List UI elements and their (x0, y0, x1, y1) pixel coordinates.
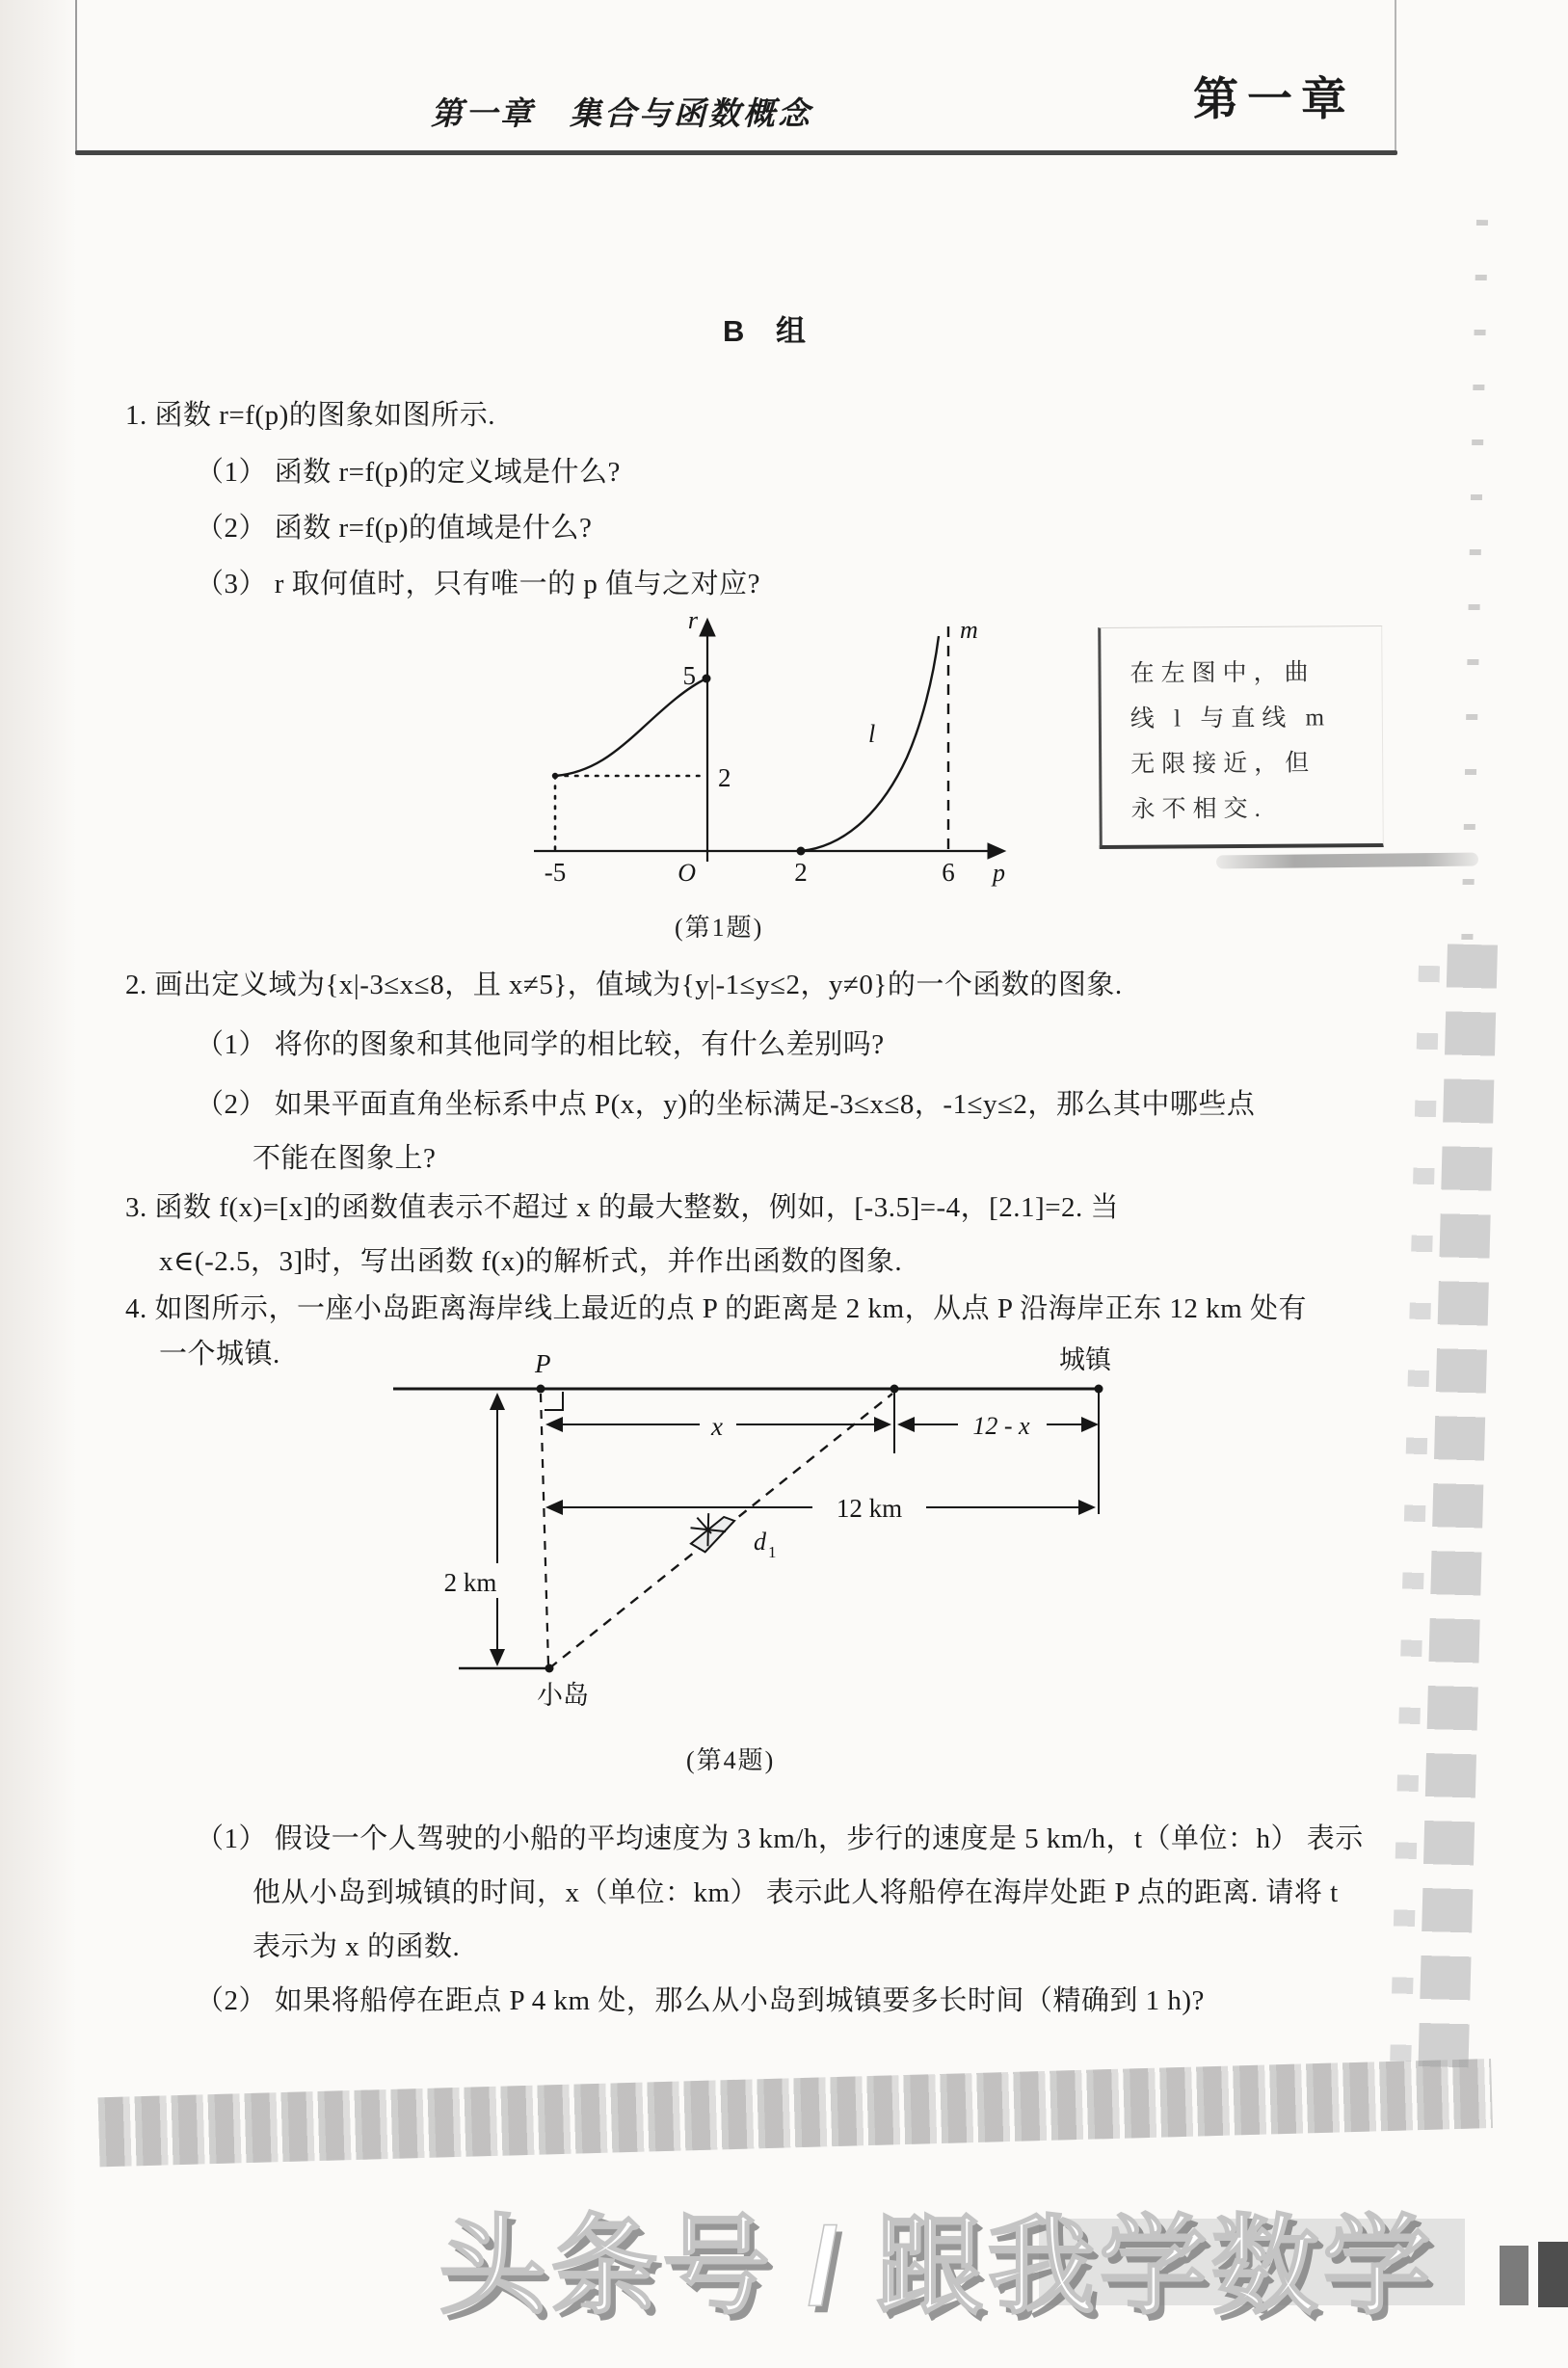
p-axis-label: p (993, 859, 1005, 887)
island-label: 小岛 (537, 1681, 589, 1710)
problem-2-q1: （1） 将你的图象和其他同学的相比较，有什么差别吗? (196, 1029, 885, 1060)
problem-2-q2-line1: （2） 如果平面直角坐标系中点 P(x，y)的坐标满足-3≤x≤8，-1≤y≤2，那么其中哪些点 (196, 1089, 1256, 1120)
margin-note-line: 在左图中，曲 (1129, 659, 1316, 687)
figure-problem-4-diagram (374, 1345, 1145, 1733)
page-left-edge-shade (0, 0, 77, 2368)
margin-note-line: 永不相交. (1130, 795, 1267, 823)
curve-left (555, 678, 706, 776)
problem-1-q1: （1） 函数 r=f(p)的定义域是什么? (196, 457, 621, 488)
two-km-label: 2 km (443, 1568, 497, 1597)
tick-p6: 6 (942, 858, 955, 887)
scan-smudge (1216, 853, 1478, 869)
problem-3-line2: x∈(-2.5，3]时，写出函数 f(x)的解析式，并作出函数的图象. (159, 1246, 903, 1277)
problem-4-q1-line1: （1） 假设一个人驾驶的小船的平均速度为 3 km/h，步行的速度是 5 km/h，t（单位：h） 表示 (196, 1823, 1364, 1854)
point-P-label: P (535, 1349, 551, 1378)
tick-p-neg5: -5 (544, 858, 567, 887)
curve-l-label: l (868, 720, 876, 748)
figure-problem-1-graph (517, 607, 1020, 889)
header-left-edge-line (75, 0, 77, 152)
problem-4-q1-line3: 表示为 x 的函数. (252, 1931, 461, 1962)
problem-4-q2: （2） 如果将船停在距点 P 4 km 处，那么从小岛到城镇要多长时间（精确到 1 h)? (196, 1985, 1205, 2016)
margin-note-line: 线 l 与直线 m (1129, 705, 1332, 732)
watermark-bar-2 (1538, 2242, 1568, 2307)
watermark-text: 头条号 / 跟我学数学 (439, 2206, 1435, 2327)
asymptote-m-label: m (960, 616, 978, 644)
problem-2-q2-line2: 不能在图象上? (252, 1143, 437, 1174)
twelve-km-label: 12 km (836, 1494, 903, 1523)
figure-1-caption: (第1题) (675, 914, 764, 942)
problem-4-line1: 4. 如图所示，一座小岛距离海岸线上最近的点 P 的距离是 2 km，从点 P 沿海岸正东 12 km 处有 (125, 1293, 1307, 1324)
margin-note (1098, 625, 1384, 849)
origin-label: O (678, 859, 696, 887)
p-island-dashed-line (541, 1394, 548, 1665)
problem-1-q2: （2） 函数 r=f(p)的值域是什么? (196, 513, 593, 544)
tick-r2: 2 (718, 763, 731, 792)
binding-marks-right-upper (1461, 220, 1488, 957)
curve-l-startpoint-dot (797, 847, 806, 856)
problem-4-q1-line2: 他从小岛到城镇的时间，x（单位：km） 表示此人将船停在海岸处距 P 点的距离. 请将 t (252, 1877, 1339, 1908)
problem-1-stem: 1. 函数 r=f(p)的图象如图所示. (125, 400, 495, 431)
chapter-title: 第一章 集合与函数概念 (431, 95, 812, 131)
header-right-edge-line (1395, 0, 1396, 152)
section-title: B 组 (723, 314, 817, 348)
problem-2-stem: 2. 画出定义域为{x|-3≤x≤8，且 x≠5}，值域为{y|-1≤y≤2，y≠0}的一个函数的图象. (125, 970, 1123, 1000)
twelve-minus-x-label: 12 - x (972, 1412, 1030, 1440)
town-label: 城镇 (1059, 1345, 1111, 1374)
watermark-bar-1 (1500, 2246, 1528, 2305)
margin-note-line: 无限接近，但 (1130, 750, 1316, 778)
boat-distance-label: d (754, 1528, 766, 1556)
point-P-dot (537, 1385, 545, 1394)
boat-distance-subscript: 1 (768, 1543, 777, 1561)
header-rule (75, 150, 1397, 155)
tick-r5: 5 (682, 661, 696, 690)
chapter-badge: 第一章 (1193, 73, 1355, 124)
figure-4-caption: (第4题) (686, 1746, 776, 1774)
boat-icon (680, 1501, 738, 1556)
r-axis-label: r (687, 607, 698, 634)
problem-4-line2: 一个城镇. (159, 1339, 280, 1370)
curve-left-endpoint-dot (703, 675, 711, 683)
x-dimension-label: x (711, 1412, 723, 1441)
right-angle-mark (545, 1392, 563, 1410)
tick-p2: 2 (794, 858, 808, 887)
binding-marks-bottom (98, 2059, 1493, 2167)
problem-3-line1: 3. 函数 f(x)=[x]的函数值表示不超过 x 的最大整数，例如，[-3.5]=-4，[2.1]=2. 当 (125, 1192, 1120, 1223)
problem-1-q3: （3） r 取何值时，只有唯一的 p 值与之对应? (196, 569, 761, 599)
